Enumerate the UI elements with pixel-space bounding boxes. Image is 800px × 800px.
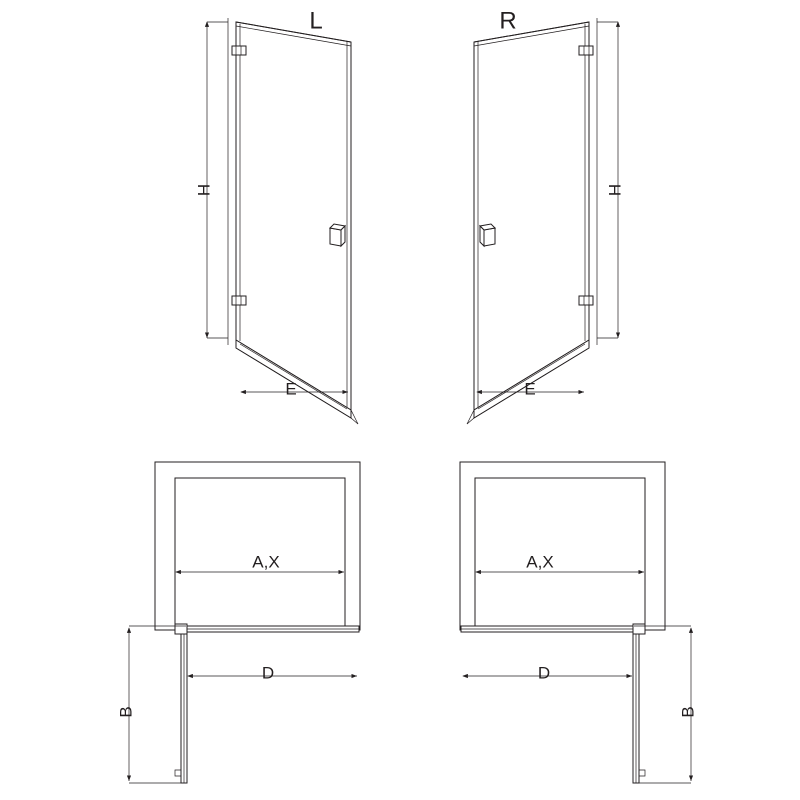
hinge-bottom-left bbox=[232, 296, 246, 305]
dimension-swing-left bbox=[116, 628, 135, 781]
hinge-bottom-right bbox=[579, 296, 593, 305]
hinge-top-right bbox=[579, 46, 593, 55]
dimension-door-right bbox=[463, 663, 632, 682]
plan-hinge-right bbox=[633, 624, 645, 634]
door-leaf-left bbox=[175, 628, 187, 783]
label-variant-right: R bbox=[499, 7, 517, 35]
hinge-top-left bbox=[232, 46, 246, 55]
bottom-rail-tip2 bbox=[351, 418, 358, 424]
dimension-height-left bbox=[194, 22, 228, 338]
bottom-rail-tip bbox=[351, 410, 358, 424]
dimension-swing-right bbox=[678, 628, 697, 781]
plan-view-left bbox=[116, 462, 360, 783]
plan-hinge-left bbox=[175, 624, 187, 634]
label-variant-left: L bbox=[309, 7, 323, 35]
label-width-left: E bbox=[285, 379, 297, 399]
dimension-opening-right bbox=[476, 552, 644, 572]
label-door-left: D bbox=[261, 663, 275, 683]
label-door-right: D bbox=[537, 663, 551, 683]
wall-outline-right bbox=[460, 462, 665, 630]
label-opening-right: A,X bbox=[526, 552, 554, 572]
handle-knob-right bbox=[480, 224, 495, 246]
bottom-rail-r-tip2 bbox=[467, 418, 474, 424]
dimension-door-left bbox=[188, 663, 357, 682]
label-width-right: E bbox=[524, 379, 536, 399]
plan-view-right bbox=[460, 462, 697, 783]
label-height-left: H bbox=[194, 183, 214, 197]
fixed-panel-right bbox=[461, 626, 634, 632]
elevation-view-right bbox=[467, 7, 624, 424]
fixed-panel-left bbox=[186, 626, 359, 632]
label-swing-left: B bbox=[116, 706, 136, 718]
handle-knob-left bbox=[330, 224, 345, 246]
dimension-height-right bbox=[597, 22, 624, 338]
door-leaf-right bbox=[633, 628, 645, 783]
label-opening-left: A,X bbox=[252, 552, 280, 572]
label-height-right: H bbox=[605, 183, 625, 197]
label-swing-right: B bbox=[678, 706, 698, 718]
wall-outline-left bbox=[155, 462, 360, 630]
elevation-view-left bbox=[194, 7, 358, 424]
bottom-rail-r-tip bbox=[467, 410, 474, 424]
dimension-opening-left bbox=[176, 552, 344, 572]
